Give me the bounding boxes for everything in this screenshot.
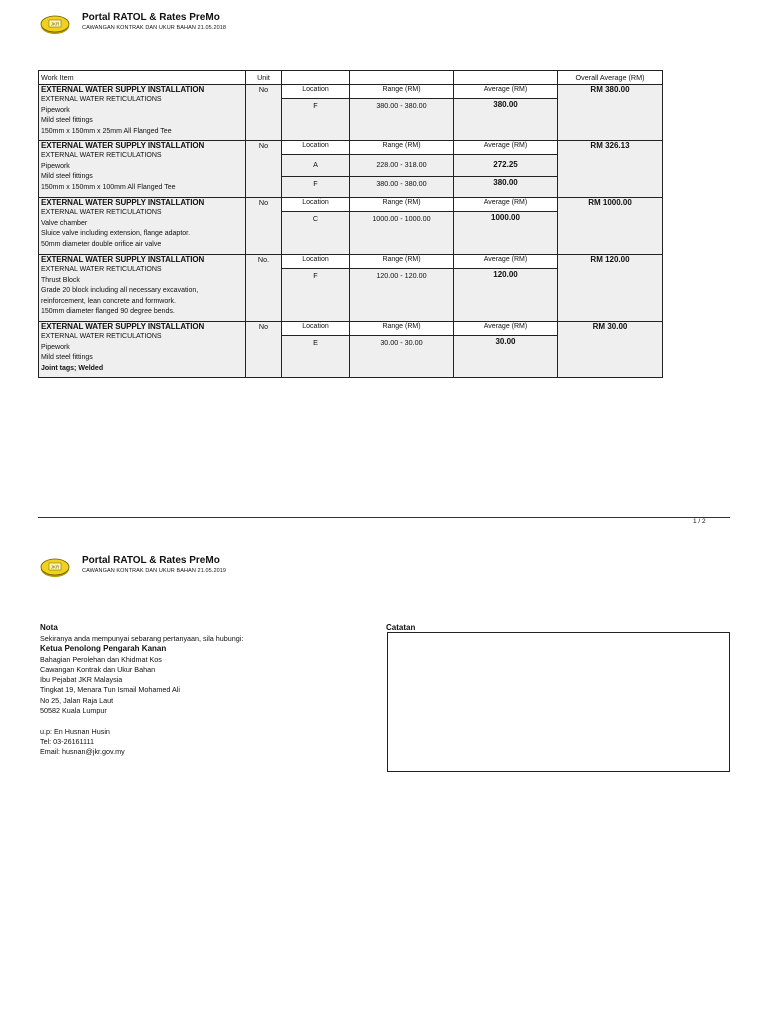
overall-average-cell: RM 30.00 xyxy=(558,322,663,378)
work-item-description: Joint tags; Welded xyxy=(41,364,104,372)
range-header: Range (RM) xyxy=(350,322,454,336)
address-line: 50582 Kuala Lumpur xyxy=(40,706,107,716)
jkr-logo-icon xyxy=(40,557,70,579)
portal-title: Portal RATOL & Rates PreMo xyxy=(82,555,220,566)
location-cell: F xyxy=(282,99,350,141)
range-cell: 380.00 - 380.00 xyxy=(350,99,454,141)
unit-cell: No xyxy=(246,141,282,198)
work-item-title: EXTERNAL WATER SUPPLY INSTALLATION xyxy=(41,322,205,331)
average-cell: 272.25 xyxy=(454,155,558,177)
work-item-cell xyxy=(39,141,246,198)
work-item-cell xyxy=(39,198,246,255)
work-item-description: Sluice valve including extension, flange adaptor. xyxy=(41,230,191,237)
nota-intro: Sekiranya anda mempunyai sebarang pertanyaan, sila hubungi: xyxy=(40,634,244,643)
address-line: Bahagian Perolehan dan Khidmat Kos xyxy=(40,654,162,664)
svg-text:JKR: JKR xyxy=(50,564,60,570)
average-header: Average (RM) xyxy=(454,322,558,336)
work-item-description: Mild steel fittings xyxy=(41,117,93,124)
overall-average-cell: RM 380.00 xyxy=(558,85,663,141)
range-cell: 228.00 - 318.00 xyxy=(350,155,454,177)
average-cell: 30.00 xyxy=(454,336,558,378)
overall-average-cell: RM 1000.00 xyxy=(558,198,663,255)
catatan-heading: Catatan xyxy=(386,623,416,632)
work-item-description: Grade 20 block including all necessary excavation, xyxy=(41,287,199,294)
work-item-description: 150mm x 150mm x 100mm All Flanged Tee xyxy=(41,183,176,191)
portal-subtitle: CAWANGAN KONTRAK DAN UKUR BAHAN 21.05.2019 xyxy=(82,568,227,574)
work-item-description: Mild steel fittings xyxy=(41,354,93,361)
location-header: Location xyxy=(282,322,350,336)
location-header: Location xyxy=(282,198,350,212)
range-header: Range (RM) xyxy=(350,85,454,99)
rates-table xyxy=(38,70,663,378)
average-cell: 1000.00 xyxy=(454,212,558,255)
work-item-description: Pipework xyxy=(41,162,70,170)
page-header xyxy=(40,12,440,42)
address-line: Cawangan Kontrak dan Ukur Bahan xyxy=(40,664,156,674)
location-cell: F xyxy=(282,269,350,322)
nota-section xyxy=(40,634,243,758)
location-cell: F xyxy=(282,176,350,198)
location-header: Location xyxy=(282,141,350,155)
page-number: 1 / 2 xyxy=(693,518,706,525)
average-header: Average (RM) xyxy=(454,85,558,99)
contact-tel: Tel: 03-26161111 xyxy=(40,736,94,746)
overall-average-cell: RM 120.00 xyxy=(558,255,663,322)
range-cell: 120.00 - 120.00 xyxy=(350,269,454,322)
average-header: Average (RM) xyxy=(454,255,558,269)
work-item-description: Pipework xyxy=(41,343,70,351)
work-item-description: EXTERNAL WATER RETICULATIONS xyxy=(41,152,162,159)
address-line: Tingkat 19, Menara Tun Ismail Mohamed Ali xyxy=(40,685,180,695)
header-overall-average: Overall Average (RM) xyxy=(558,71,663,85)
work-item-description: EXTERNAL WATER RETICULATIONS xyxy=(41,333,162,340)
unit-cell: No. xyxy=(246,255,282,322)
page-divider xyxy=(38,517,730,518)
contact-email: Email: husnan@jkr.gov.my xyxy=(40,747,125,757)
contact-attn: u.p: En Husnan Husin xyxy=(40,726,110,736)
header-blank xyxy=(350,71,454,85)
jkr-logo-icon xyxy=(40,14,70,36)
work-item-cell xyxy=(39,322,246,378)
contact-title: Ketua Penolong Pengarah Kanan xyxy=(40,644,167,654)
portal-title: Portal RATOL & Rates PreMo xyxy=(82,12,220,23)
location-header: Location xyxy=(282,255,350,269)
spacer xyxy=(40,716,243,726)
unit-cell: No xyxy=(246,198,282,255)
location-cell: E xyxy=(282,336,350,378)
table-row xyxy=(39,255,663,269)
work-item-cell xyxy=(39,85,246,141)
average-header: Average (RM) xyxy=(454,141,558,155)
work-item-description: 50mm diameter double orifice air valve xyxy=(41,240,162,248)
overall-average-cell: RM 326.13 xyxy=(558,141,663,198)
work-item-cell xyxy=(39,255,246,322)
work-item-description: reinforcement, lean concrete and formwork. xyxy=(41,297,177,305)
unit-cell: No xyxy=(246,85,282,141)
table-row xyxy=(39,198,663,212)
address-line: Ibu Pejabat JKR Malaysia xyxy=(40,675,123,685)
table-row xyxy=(39,322,663,336)
page-header xyxy=(40,555,440,585)
work-item-description: Mild steel fittings xyxy=(41,173,93,180)
location-cell: C xyxy=(282,212,350,255)
portal-subtitle: CAWANGAN KONTRAK DAN UKUR BAHAN 21.05.2018 xyxy=(82,25,227,31)
work-item-description: Pipework xyxy=(41,106,70,114)
work-item-description: Valve chamber xyxy=(41,219,88,227)
header-unit: Unit xyxy=(246,71,282,85)
average-cell: 120.00 xyxy=(454,269,558,322)
location-header: Location xyxy=(282,85,350,99)
work-item-description: EXTERNAL WATER RETICULATIONS xyxy=(41,266,162,273)
work-item-title: EXTERNAL WATER SUPPLY INSTALLATION xyxy=(41,198,205,207)
range-cell: 30.00 - 30.00 xyxy=(350,336,454,378)
location-cell: A xyxy=(282,155,350,177)
work-item-title: EXTERNAL WATER SUPPLY INSTALLATION xyxy=(41,141,205,150)
range-header: Range (RM) xyxy=(350,198,454,212)
average-cell: 380.00 xyxy=(454,99,558,141)
header-work-item: Work Item xyxy=(39,71,246,85)
work-item-title: EXTERNAL WATER SUPPLY INSTALLATION xyxy=(41,85,205,94)
range-cell: 1000.00 - 1000.00 xyxy=(350,212,454,255)
table-row xyxy=(39,141,663,155)
svg-text:JKR: JKR xyxy=(50,21,60,27)
work-item-description: Thrust Block xyxy=(41,276,80,284)
header-blank xyxy=(282,71,350,85)
range-header: Range (RM) xyxy=(350,141,454,155)
work-item-description: 150mm x 150mm x 25mm All Flanged Tee xyxy=(41,127,172,135)
range-cell: 380.00 - 380.00 xyxy=(350,176,454,198)
catatan-box xyxy=(387,632,730,772)
nota-heading: Nota xyxy=(40,623,58,632)
work-item-description: EXTERNAL WATER RETICULATIONS xyxy=(41,96,162,103)
work-item-description: 150mm diameter flanged 90 degree bends. xyxy=(41,308,175,315)
table-row xyxy=(39,85,663,99)
average-cell: 380.00 xyxy=(454,176,558,198)
average-header: Average (RM) xyxy=(454,198,558,212)
range-header: Range (RM) xyxy=(350,255,454,269)
address-line: No 25, Jalan Raja Laut xyxy=(40,695,114,705)
header-blank xyxy=(454,71,558,85)
work-item-description: EXTERNAL WATER RETICULATIONS xyxy=(41,209,162,216)
unit-cell: No xyxy=(246,322,282,378)
table-header-row xyxy=(39,71,663,85)
work-item-title: EXTERNAL WATER SUPPLY INSTALLATION xyxy=(41,255,205,264)
